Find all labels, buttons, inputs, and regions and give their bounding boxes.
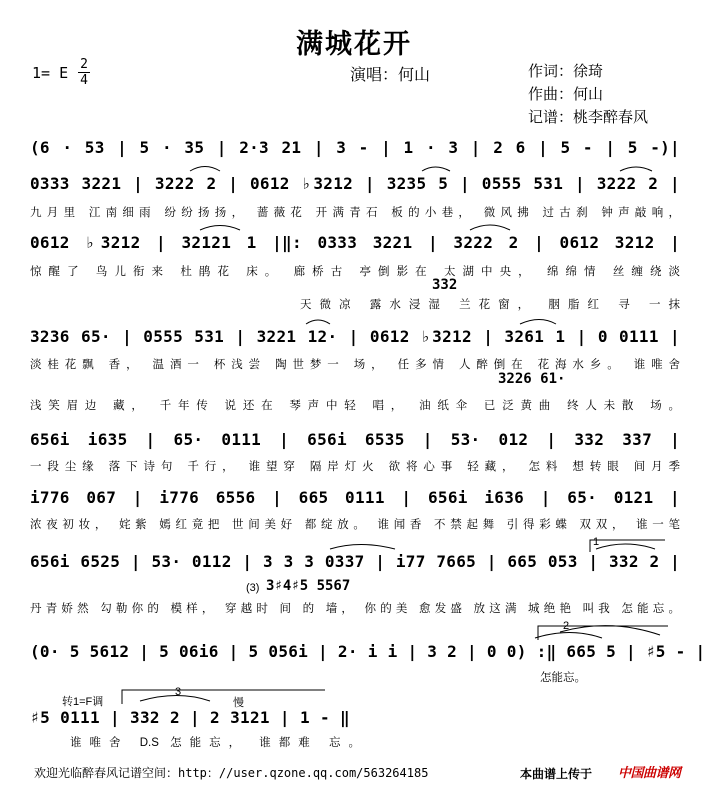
- volta-2-label: 2: [563, 620, 570, 632]
- lyrics-line-6: 丹青娇然 勾勒你的 模样， 穿越时 间 的 墙， 你的美 愈发盛 放这满 城绝艳 叫我 怎能忘。: [30, 603, 680, 615]
- slur: [330, 545, 395, 550]
- time-top: 2: [80, 57, 88, 72]
- slur: [470, 225, 510, 230]
- tempo-mark: 慢: [233, 697, 244, 709]
- credits-block: [528, 60, 648, 129]
- volta-1-label: 1: [593, 536, 600, 548]
- volta-2-bracket: [538, 626, 668, 640]
- lyrics-line-4: 一段尘缘 落下诗句 千行， 谁望穿 隔岸灯火 欲将心事 轻藏， 怎料 想转眼 间月季: [30, 461, 680, 473]
- notation-line-8: ♯5 0111 | 332 2 | 2 3121 | 1 - ‖: [30, 708, 350, 727]
- notation-line-4: 656i i635 | 65· 0111 | 656i 6535 | 53· 012 | 332 337 |: [30, 430, 680, 449]
- slur: [535, 633, 602, 639]
- notation-line-5: i776 067 | i776 6556 | 665 0111 | 656i i636 | 65· 0121 |: [30, 488, 680, 507]
- slur: [620, 167, 652, 171]
- volta-1-bracket: [590, 540, 665, 552]
- slur: [190, 167, 220, 172]
- time-bottom: 4: [80, 73, 88, 88]
- slur: [422, 167, 450, 171]
- slur: [520, 320, 556, 325]
- slur: [596, 544, 655, 549]
- alt-notes-3: 3♯4♯5 5567: [266, 578, 351, 594]
- upload-label: 本曲谱上传于: [520, 767, 593, 781]
- lyrics-line-2-verse2: 天微凉 露水浸湿 兰花窗， 胭脂红 寻 一抹: [300, 299, 680, 311]
- lyrics-line-8: 谁唯舍 D.S 怎能忘， 谁都难 忘。: [70, 737, 360, 749]
- lyricist-credit: 作词：徐琦: [528, 62, 604, 80]
- alt-notes-1: 332: [432, 277, 458, 293]
- tuplet-3-mark: 3: [175, 686, 182, 698]
- notation-line-7: (0· 5 5612 | 5 06i6 | 5 056i | 2· i i | 3 2 | 0 0) :‖ 665 5 | ♯5 - |: [30, 642, 706, 661]
- singer-credit: 演唱：何山: [350, 65, 431, 84]
- notation-line-1: 0333 3221 | 3222 2 | 0612 ♭3212 | 3235 5 | 0555 531 | 3222 2 |: [30, 174, 680, 193]
- lyrics-line-7: 怎能忘。: [540, 672, 586, 684]
- alt-notes-2: 3226 61·: [498, 371, 566, 387]
- site-logo: 中国曲谱网: [618, 765, 681, 780]
- notation-line-3: 3236 65· | 0555 531 | 3221 12· | 0612 ♭3212 | 3261 1 | 0 0111 |: [30, 327, 680, 346]
- lyrics-line-3-verse2: 浅笑眉边 藏， 千年传 说还在 琴声中轻 唱， 油纸伞 已泛黄曲 终人未散 场。: [30, 400, 680, 412]
- lyrics-line-5: 浓夜初妆， 姹紫 嫣红竟把 世间美好 都绽放。 谁闻香 不禁起舞 引得彩蝶 双双， 谁一笔: [30, 519, 680, 531]
- transcriber-credit: 记谱：桃李醉春风: [528, 108, 649, 126]
- slur: [200, 226, 240, 231]
- notation-line-intro: (6 · 53 | 5 · 35 | 2·3 21 | 3 - | 1 · 3 | 2 6 | 5 - | 5 -)|: [30, 138, 680, 157]
- key-change-mark: 转1=F调: [62, 696, 104, 708]
- lyrics-line-3: 淡桂花飘 香， 温酒一 杯浅尝 陶世梦一 场， 任多情 人醉倒在 花海水乡。 谁唯舍: [30, 359, 680, 371]
- notation-line-2: 0612 ♭3212 | 32121 1 |‖: 0333 3221 | 3222 2 | 0612 3212 |: [30, 233, 680, 252]
- slur: [306, 320, 330, 324]
- triplet-mark: (3): [246, 582, 260, 594]
- notation-line-6: 656i 6525 | 53· 0112 | 3 3 3 0337 | i77 7665 | 665 053 | 332 2 |: [30, 552, 680, 571]
- slur: [560, 626, 660, 635]
- key-signature: 1= E: [32, 64, 69, 82]
- composer-credit: 作曲：何山: [528, 85, 604, 103]
- lyrics-line-2: 惊醒了 鸟儿衔来 杜鹃花 床。 廊桥古 亭倒影在 太湖中央， 绵绵情 丝缠绕淡: [30, 266, 680, 278]
- coda-bracket: [122, 690, 325, 704]
- song-title: 满城花开: [296, 29, 412, 60]
- footer-text: 欢迎光临醉春风记谱空间：http：//user.qzone.qq.com/563264185: [34, 766, 429, 780]
- lyrics-line-1: 九月里 江南细雨 纷纷扬扬， 蔷薇花 开满青石 板的小巷， 微风拂 过古刹 钟声敲响，: [30, 207, 680, 219]
- time-signature: [78, 58, 90, 87]
